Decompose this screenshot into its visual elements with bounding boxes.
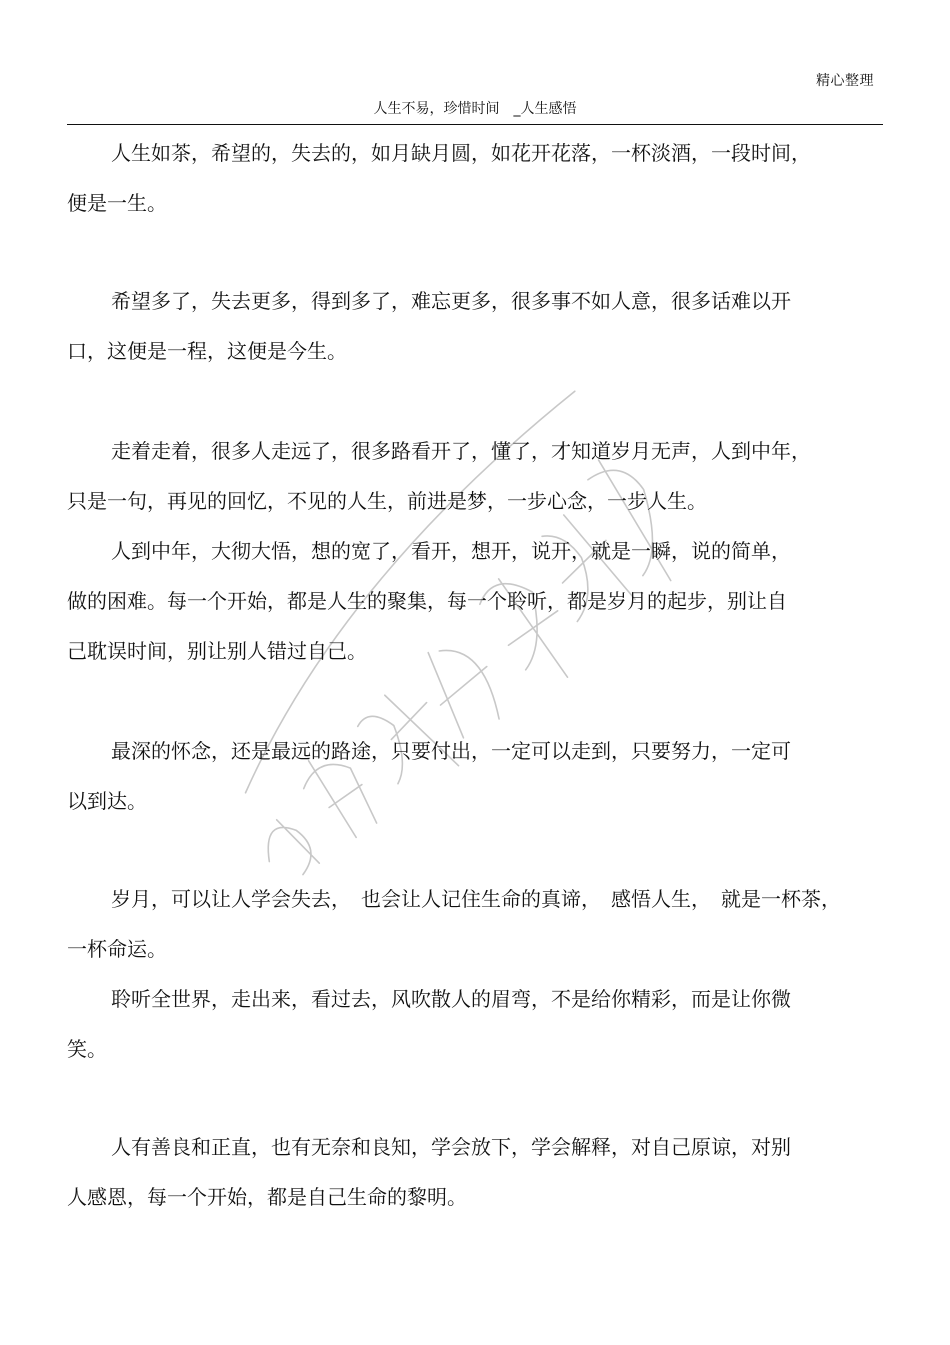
paragraph-line: 走着走着，很多人走远了，很多路看开了，懂了，才知道岁月无声，人到中年，: [111, 439, 811, 463]
paragraph-line: 人到中年，大彻大悟，想的宽了，看开，想开，说开，就是一瞬，说的简单，: [111, 539, 791, 563]
paragraph-line: 聆听全世界，走出来，看过去，风吹散人的眉弯，不是给你精彩，而是让你微: [111, 987, 791, 1011]
paragraph-7: [67, 974, 883, 1074]
paragraph-line: 一杯命运。: [67, 937, 167, 961]
paragraph-line: 人生如茶，希望的，失去的，如月缺月圆，如花开花落，一杯淡酒，一段时间，: [111, 141, 811, 165]
paragraph-8: [67, 1122, 883, 1222]
paragraph-line: 口，这便是一程，这便是今生。: [67, 339, 347, 363]
paragraph-1: [67, 128, 883, 228]
header-divider: [67, 124, 883, 125]
paragraph-line: 希望多了，失去更多，得到多了，难忘更多，很多事不如人意，很多话难以开: [111, 289, 791, 313]
paragraph-line: 只是一句，再见的回忆，不见的人生，前进是梦，一步心念，一步人生。: [67, 489, 707, 513]
paragraph-line: 岁月，可以让人学会失去， 也会让人记住生命的真谛， 感悟人生， 就是一杯茶，: [111, 887, 841, 911]
paragraph-line: 己耽误时间，别让别人错过自己。: [67, 639, 367, 663]
paragraph-3: [67, 426, 883, 526]
page-header-title: 人生不易，珍惜时间 _人生感悟: [373, 101, 577, 117]
paragraph-6: [67, 874, 883, 974]
corner-label: 精心整理: [816, 73, 874, 89]
paragraph-line: 最深的怀念，还是最远的路途，只要付出，一定可以走到，只要努力，一定可: [111, 739, 791, 763]
paragraph-line: 笑。: [67, 1037, 107, 1061]
paragraph-line: 以到达。: [67, 789, 147, 813]
paragraph-line: 做的困难。每一个开始，都是人生的聚集，每一个聆听，都是岁月的起步，别让自: [67, 589, 787, 613]
paragraph-5: [67, 726, 883, 826]
paragraph-2: [67, 276, 883, 376]
paragraph-4: [67, 526, 883, 676]
paragraph-line: 人有善良和正直，也有无奈和良知，学会放下，学会解释，对自己原谅，对别: [111, 1135, 791, 1159]
paragraph-line: 人感恩，每一个开始，都是自己生命的黎明。: [67, 1185, 467, 1209]
paragraph-line: 便是一生。: [67, 191, 167, 215]
